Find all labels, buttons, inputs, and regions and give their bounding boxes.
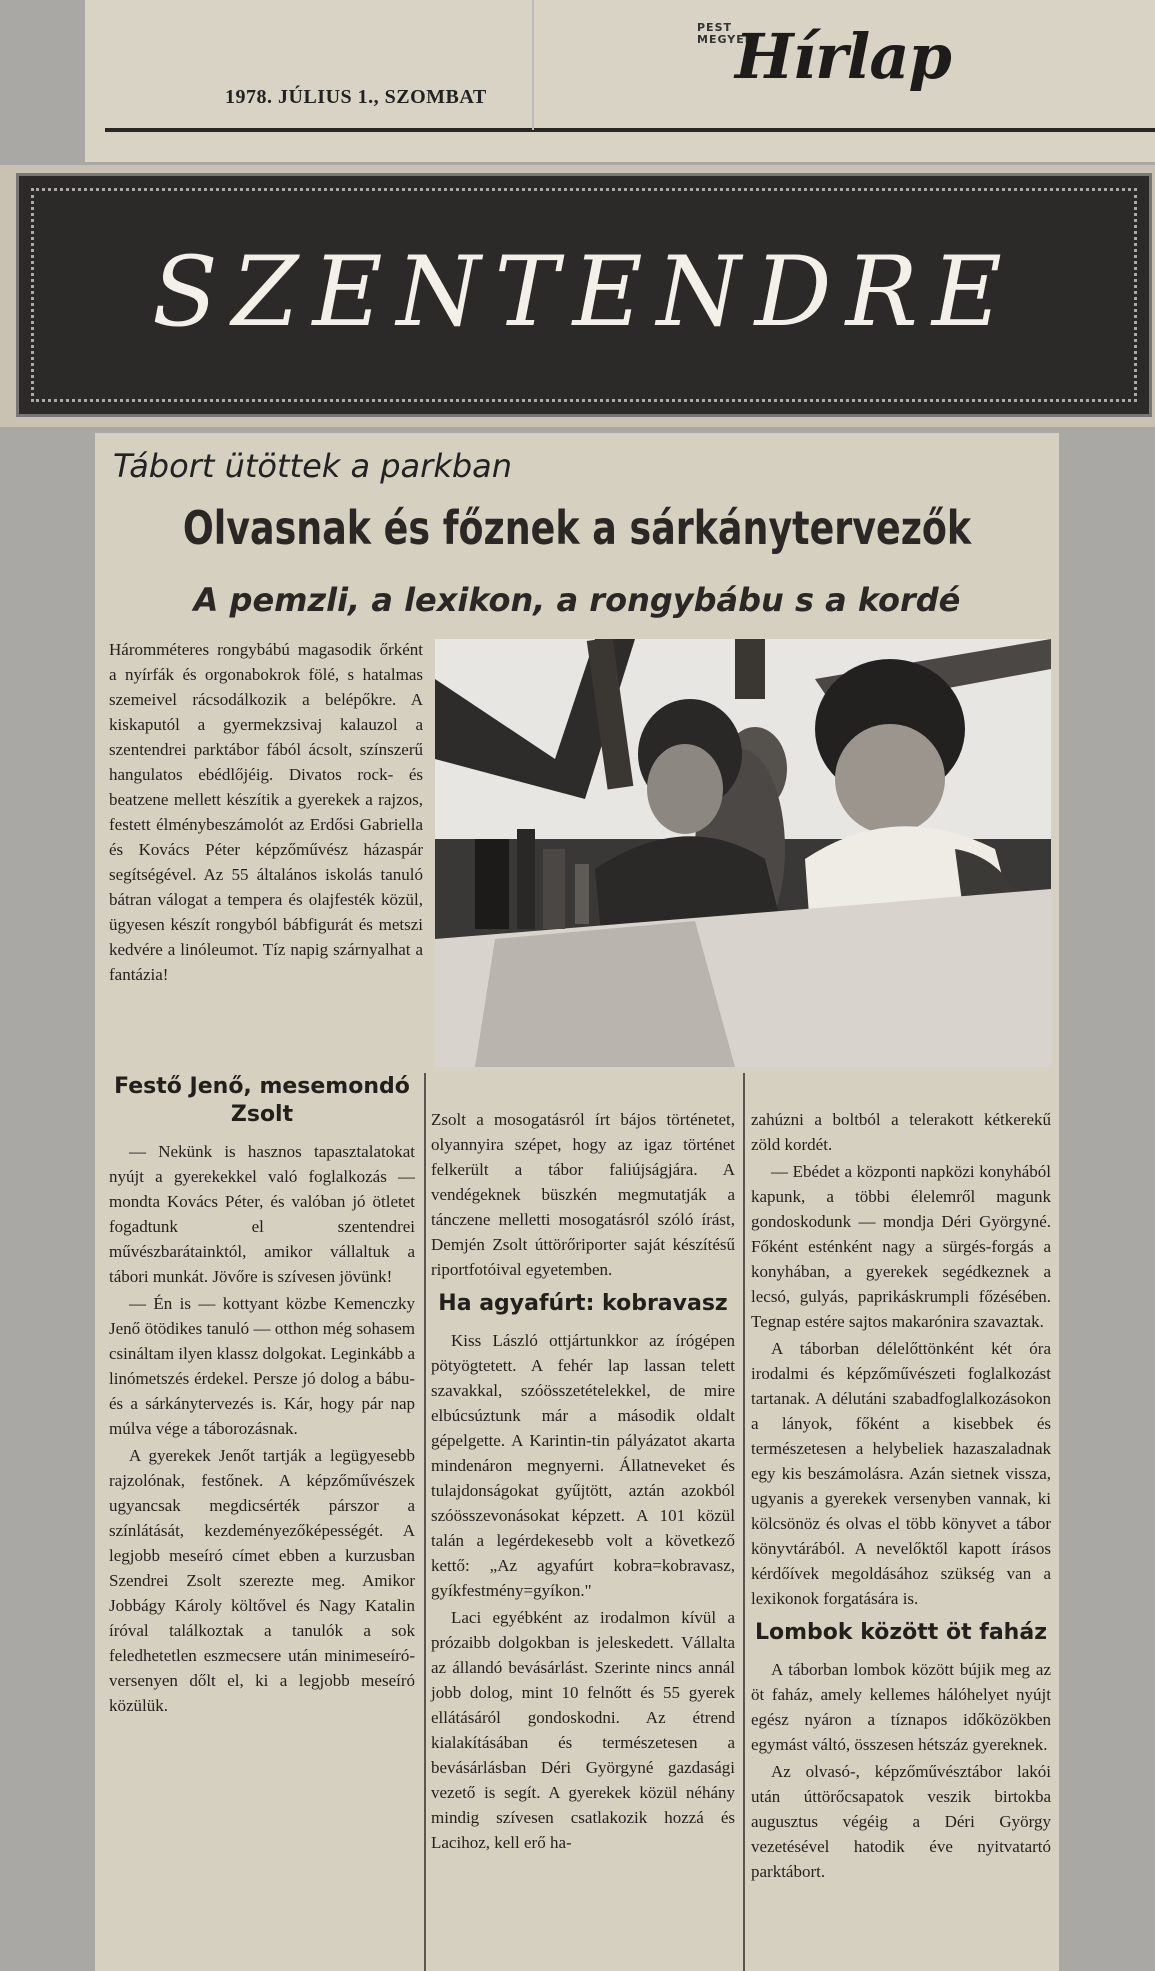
article-kicker: Tábort ütöttek a parkban <box>113 447 513 485</box>
article <box>95 433 1059 1971</box>
intro-paragraph: Háromméteres rongybábú magasodik őrként a nyírfák és orgonabokrok fölé, s hatalmas szemeivel rácsodálkozik a belépőkre. A kiskaputól a gyermekzsivaj kalauzol a szentendrei parktábor fából ácsolt, színszerű hangulatos ebédlőjéig. Divatos rock- és beatzene mellett készítik a gyerekek a rajzos, festett élménybeszámolót az Erdősi Gabriella és Kovács Péter képzőművész házaspár segítségével. Az 55 általános iskolás tanuló bátran válogat a tempera és olajfesték közül, ügyesen készít rongyból bábfigurát és metszi kedvére a linóleumot. Tíz napig szárnyalhat a fantázia! <box>109 640 423 984</box>
masthead-divider <box>532 0 534 130</box>
col3-paragraph: A táborban délelőttönként két óra irodalmi és képzőművészeti foglalkozást tartanak. A délutáni szabadfoglalkozásokon a lányok, főként a kisebbek és természetesen a helybeliek hazaszaladnak egy kis beszámolásra. Azán sietnek vissza, ugyanis a gyerekek versenyben vannak, ki kölcsönöz és olvas el több könyvet a tábor könyvtárából. A nevelőktől kapott írásos kérdőívek megoldásához szükség van a lexikonok forgatására is. <box>751 1339 1051 1608</box>
masthead <box>85 0 1155 162</box>
col3-paragraph: A táborban lombok között bújik meg az öt faház, amely kellemes hálóhelyet nyújt egész nyáron a tíznapos időközökben egymást váltó, összesen hétszáz gyereknek. <box>751 1660 1051 1754</box>
article-column-2 <box>431 1107 735 1857</box>
column-rule-1 <box>424 1073 426 1971</box>
col1-paragraph: — Nekünk is hasznos tapasztalatokat nyújt a gyerekekkel való foglalkozás — mondta Kovács Péter, és valóban jó ötletet fogadtunk el szentendrei művészbarátainktól, amikor vállaltuk a tábori munkát. Jövőre is szívesen jövünk! <box>109 1142 415 1286</box>
masthead-rule <box>105 128 1155 132</box>
column-rule-2 <box>743 1073 745 1971</box>
section-banner-wrap <box>0 165 1155 427</box>
col3-paragraph: — Ebédet a központi napközi konyhából kapunk, a többi élelemről magunk gondoskodunk — mondja Déri Györgyné. Főként esténként nagy a sürgés-forgás a konyhában, a gyerekek segédkeznek a lecsó, gulyás, paprikáskrumpli főzésében. Tegnap estére sajtos makarónira szavaztak. <box>751 1162 1051 1331</box>
col3-paragraph: Az olvasó-, képzőművésztábor lakói után úttörőcsapatok veszik birtokba augusztus végéig a Déri György vezetésével hatodik éve nyitvatartó parktábort. <box>751 1762 1051 1881</box>
col1-heading: Festő Jenő, mesemondó Zsolt <box>114 1074 410 1127</box>
article-subhead: A pemzli, a lexikon, a rongybábu s a kordé <box>193 581 961 619</box>
col2-paragraph: Kiss László ottjártunkkor az írógépen pötyögtetett. A fehér lap lassan telett szavakkal, szóösszetételekkel, de mire elbúcsúztunk már a második oldalt gépelgette. A Karintin-tin pályázatot akarta mindenáron megnyerni. Állatneveket és tulajdonságokat gyűjtött, aztán azokból szóösszevonásokat képzett. A 101 közül talán a legérdekesebb volt a következő kettő: „Az agyafúrt kobra=kobravasz, gyíkfestmény=gyíkon." <box>431 1331 735 1600</box>
article-intro <box>109 637 423 989</box>
col2-heading: Ha agyafúrt: kobravasz <box>438 1291 728 1316</box>
article-column-1 <box>109 1065 415 1720</box>
col3-paragraph: zahúzni a boltból a telerakott kétkerekű zöld kordét. <box>751 1110 1051 1154</box>
article-photo <box>435 639 1051 1067</box>
article-column-3 <box>751 1107 1051 1886</box>
section-title: SZENTENDRE <box>152 236 1016 348</box>
section-banner <box>16 173 1152 417</box>
article-headline: Olvasnak és főznek a sárkánytervezők <box>182 501 972 555</box>
newspaper-logo: Hírlap <box>735 20 951 93</box>
issue-date: 1978. JÚLIUS 1., SZOMBAT <box>225 86 487 108</box>
col1-paragraph: — Én is — kottyant közbe Kemenczky Jenő ötödikes tanuló — otthon még sohasem csináltam ilyen klassz dolgokat. Leginkább a linómetszés érdekel. Persze jó dolog a bábu- és a sárkánytervezés is. Kár, hogy pár nap múlva vége a táborozásnak. <box>109 1294 415 1438</box>
photo-image <box>435 639 1051 1067</box>
col1-paragraph: A gyerekek Jenőt tartják a legügyesebb rajzolónak, festőnek. A képzőművészek ugyancsak megdicsérték párszor a színlátását, kezdeményezőképességét. A legjobb meseíró címet ebben a kurzusban Szendrei Zsolt szerezte meg. Amikor Jobbágy Károly költővel és Nagy Katalin íróval találkoztak a tanulók a sok feledhetetlen eszmecsere után minimeseíró-versenyen dőlt el, ki a legjobb meseíró közülük. <box>109 1446 415 1715</box>
logo-prefix: PEST MEGYEI <box>697 21 750 46</box>
col2-paragraph: Zsolt a mosogatásról írt bájos történetet, olyannyira szépet, hogy az igaz történet felkerült a tábor faliújságjára. A vendégeknek büszkén megmutatják a tánczene melletti mosogatásról szóló írást, Demjén Zsolt úttörőriporter saját készítésű riportfotóival egyetemben. <box>431 1110 735 1279</box>
col3-heading: Lombok között öt faház <box>755 1620 1047 1645</box>
col2-paragraph: Laci egyébként az irodalmon kívül a prózaibb dolgokban is jeleskedett. Vállalta az állandó bevásárlást. Szerinte nincs annál jobb dolog, mint 10 felnőtt és 55 gyerek ellátásáról gondoskodni. Az étrend kialakításában és természetesen a bevásárlásban Déri Györgyné gazdasági vezető is segít. A gyerekek közül néhány mindig szívesen csatlakozik hozzá és Lacihoz, kell erő ha- <box>431 1608 735 1852</box>
